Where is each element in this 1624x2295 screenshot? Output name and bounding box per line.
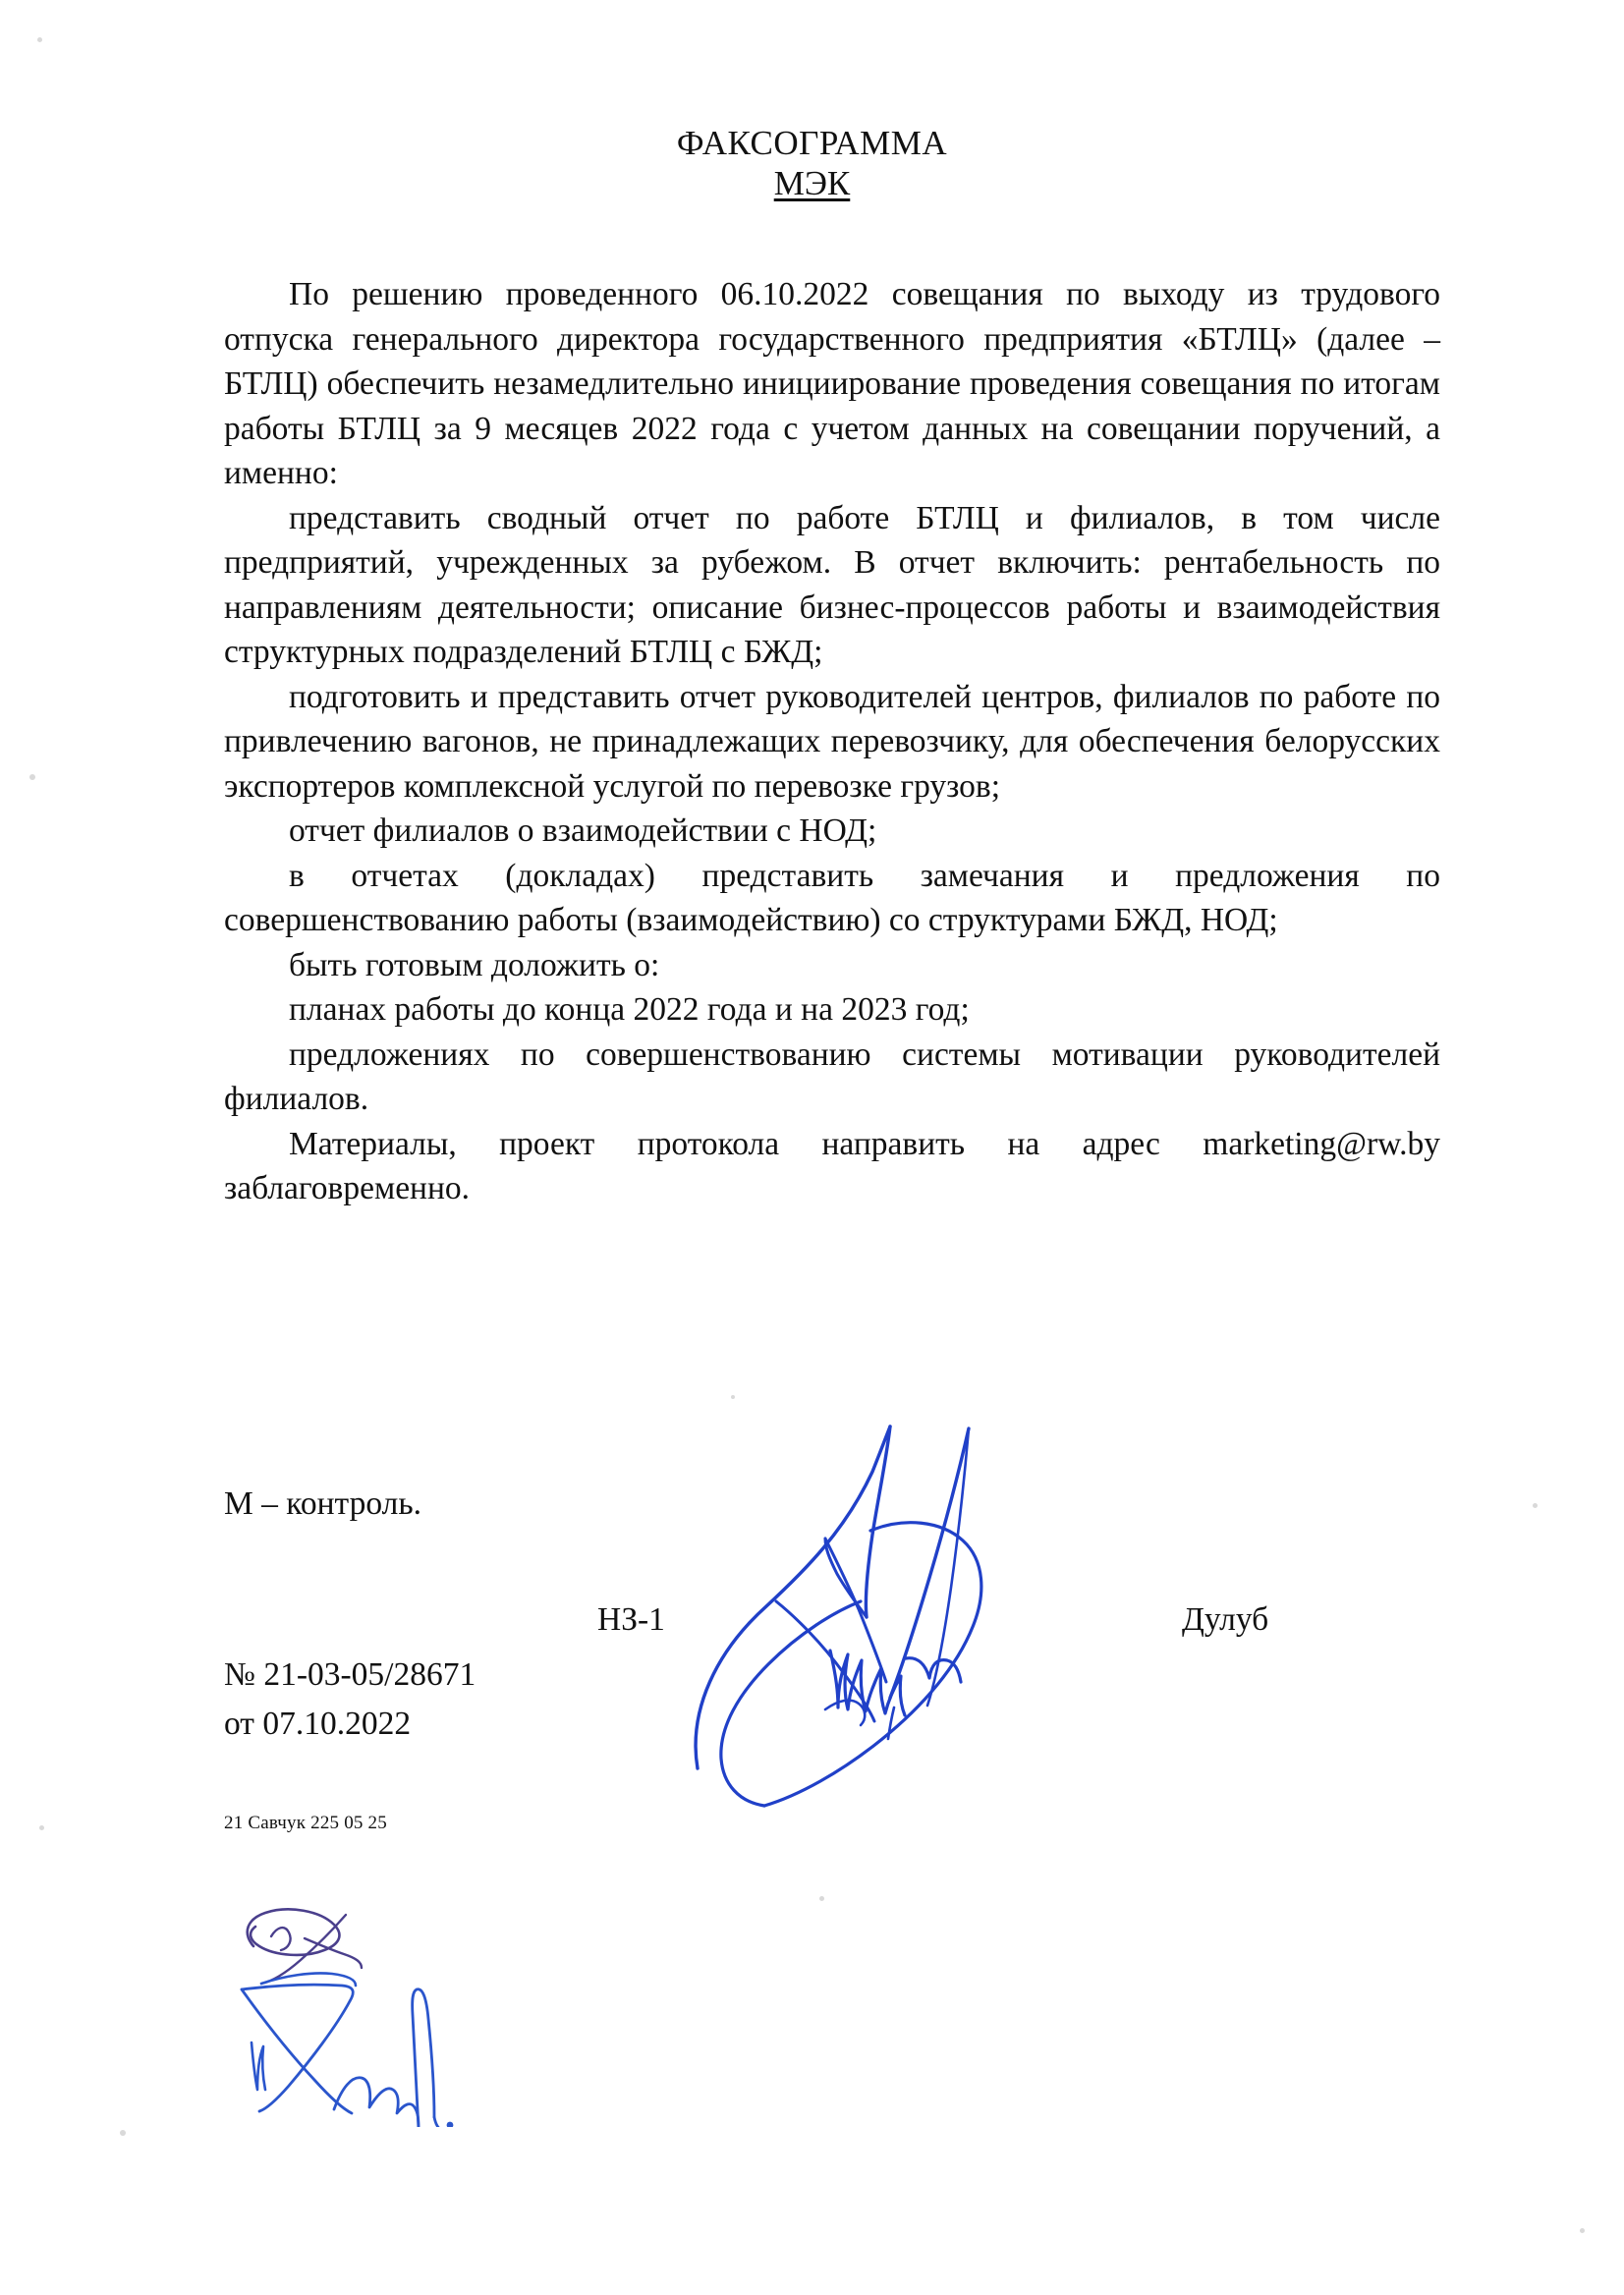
- scan-speck: [1580, 2228, 1585, 2233]
- body-paragraph: подготовить и представить отчет руководителей центров, филиалов по работе по привлечению вагонов, не принадлежащих перевозчику, для обеспечения белорусских экспортеров комплексной услугой по перевозке грузов;: [224, 678, 1440, 805]
- scan-speck: [39, 1825, 44, 1830]
- signature-block: [224, 1601, 1440, 1651]
- document-subtitle: МЭК: [773, 164, 851, 203]
- body-paragraph: Материалы, проект протокола направить на адрес marketing@rw.by заблаговременно.: [224, 1125, 1440, 1206]
- registration-number: № 21-03-05/28671: [224, 1656, 476, 1693]
- document-header: [0, 123, 1624, 204]
- scan-speck: [731, 1395, 735, 1399]
- signatory-position: НЗ-1: [597, 1601, 665, 1638]
- scan-speck: [37, 37, 42, 42]
- body-paragraph: в отчетах (докладах) представить замечания и предложения по совершенствованию работы (взаимодействию) со структурами БЖД, НОД;: [224, 857, 1440, 938]
- body-paragraph: предложениях по совершенствованию системы мотивации руководителей филиалов.: [224, 1036, 1440, 1117]
- executor-line: 21 Савчук 225 05 25: [224, 1813, 387, 1833]
- scan-speck: [819, 1896, 824, 1901]
- signatory-name: Дулуб: [1182, 1601, 1269, 1638]
- scan-speck: [29, 774, 35, 780]
- registration-date: от 07.10.2022: [224, 1706, 412, 1742]
- body-paragraph: быть готовым доложить о:: [289, 946, 660, 983]
- control-note: М – контроль.: [224, 1485, 422, 1522]
- scan-speck: [120, 2130, 126, 2136]
- page-title: ФАКСОГРАММА: [676, 124, 948, 162]
- handwritten-initials: [206, 1881, 491, 2127]
- document-body: [224, 272, 1440, 1211]
- body-paragraph: отчет филиалов о взаимодействии с НОД;: [289, 812, 877, 849]
- body-paragraph: планах работы до конца 2022 года и на 2023 год;: [289, 991, 970, 1028]
- body-paragraph: По решению проведенного 06.10.2022 совещания по выходу из трудового отпуска генерального директора государственного предприятия «БТЛЦ» (далее – БТЛЦ) обеспечить незамедлительно инициирование проведения совещания по итогам работы БТЛЦ за 9 месяцев 2022 года с учетом данных на совещании поручений, а именно:: [224, 276, 1440, 491]
- body-paragraph: представить сводный отчет по работе БТЛЦ и филиалов, в том числе предприятий, учрежденных за рубежом. В отчет включить: рентабельность по направлениям деятельности; описание бизнес-процессов работы и взаимодействия структурных подразделений БТЛЦ с БЖД;: [224, 499, 1440, 670]
- registration-block: [224, 1651, 476, 1749]
- scan-speck: [1533, 1503, 1538, 1508]
